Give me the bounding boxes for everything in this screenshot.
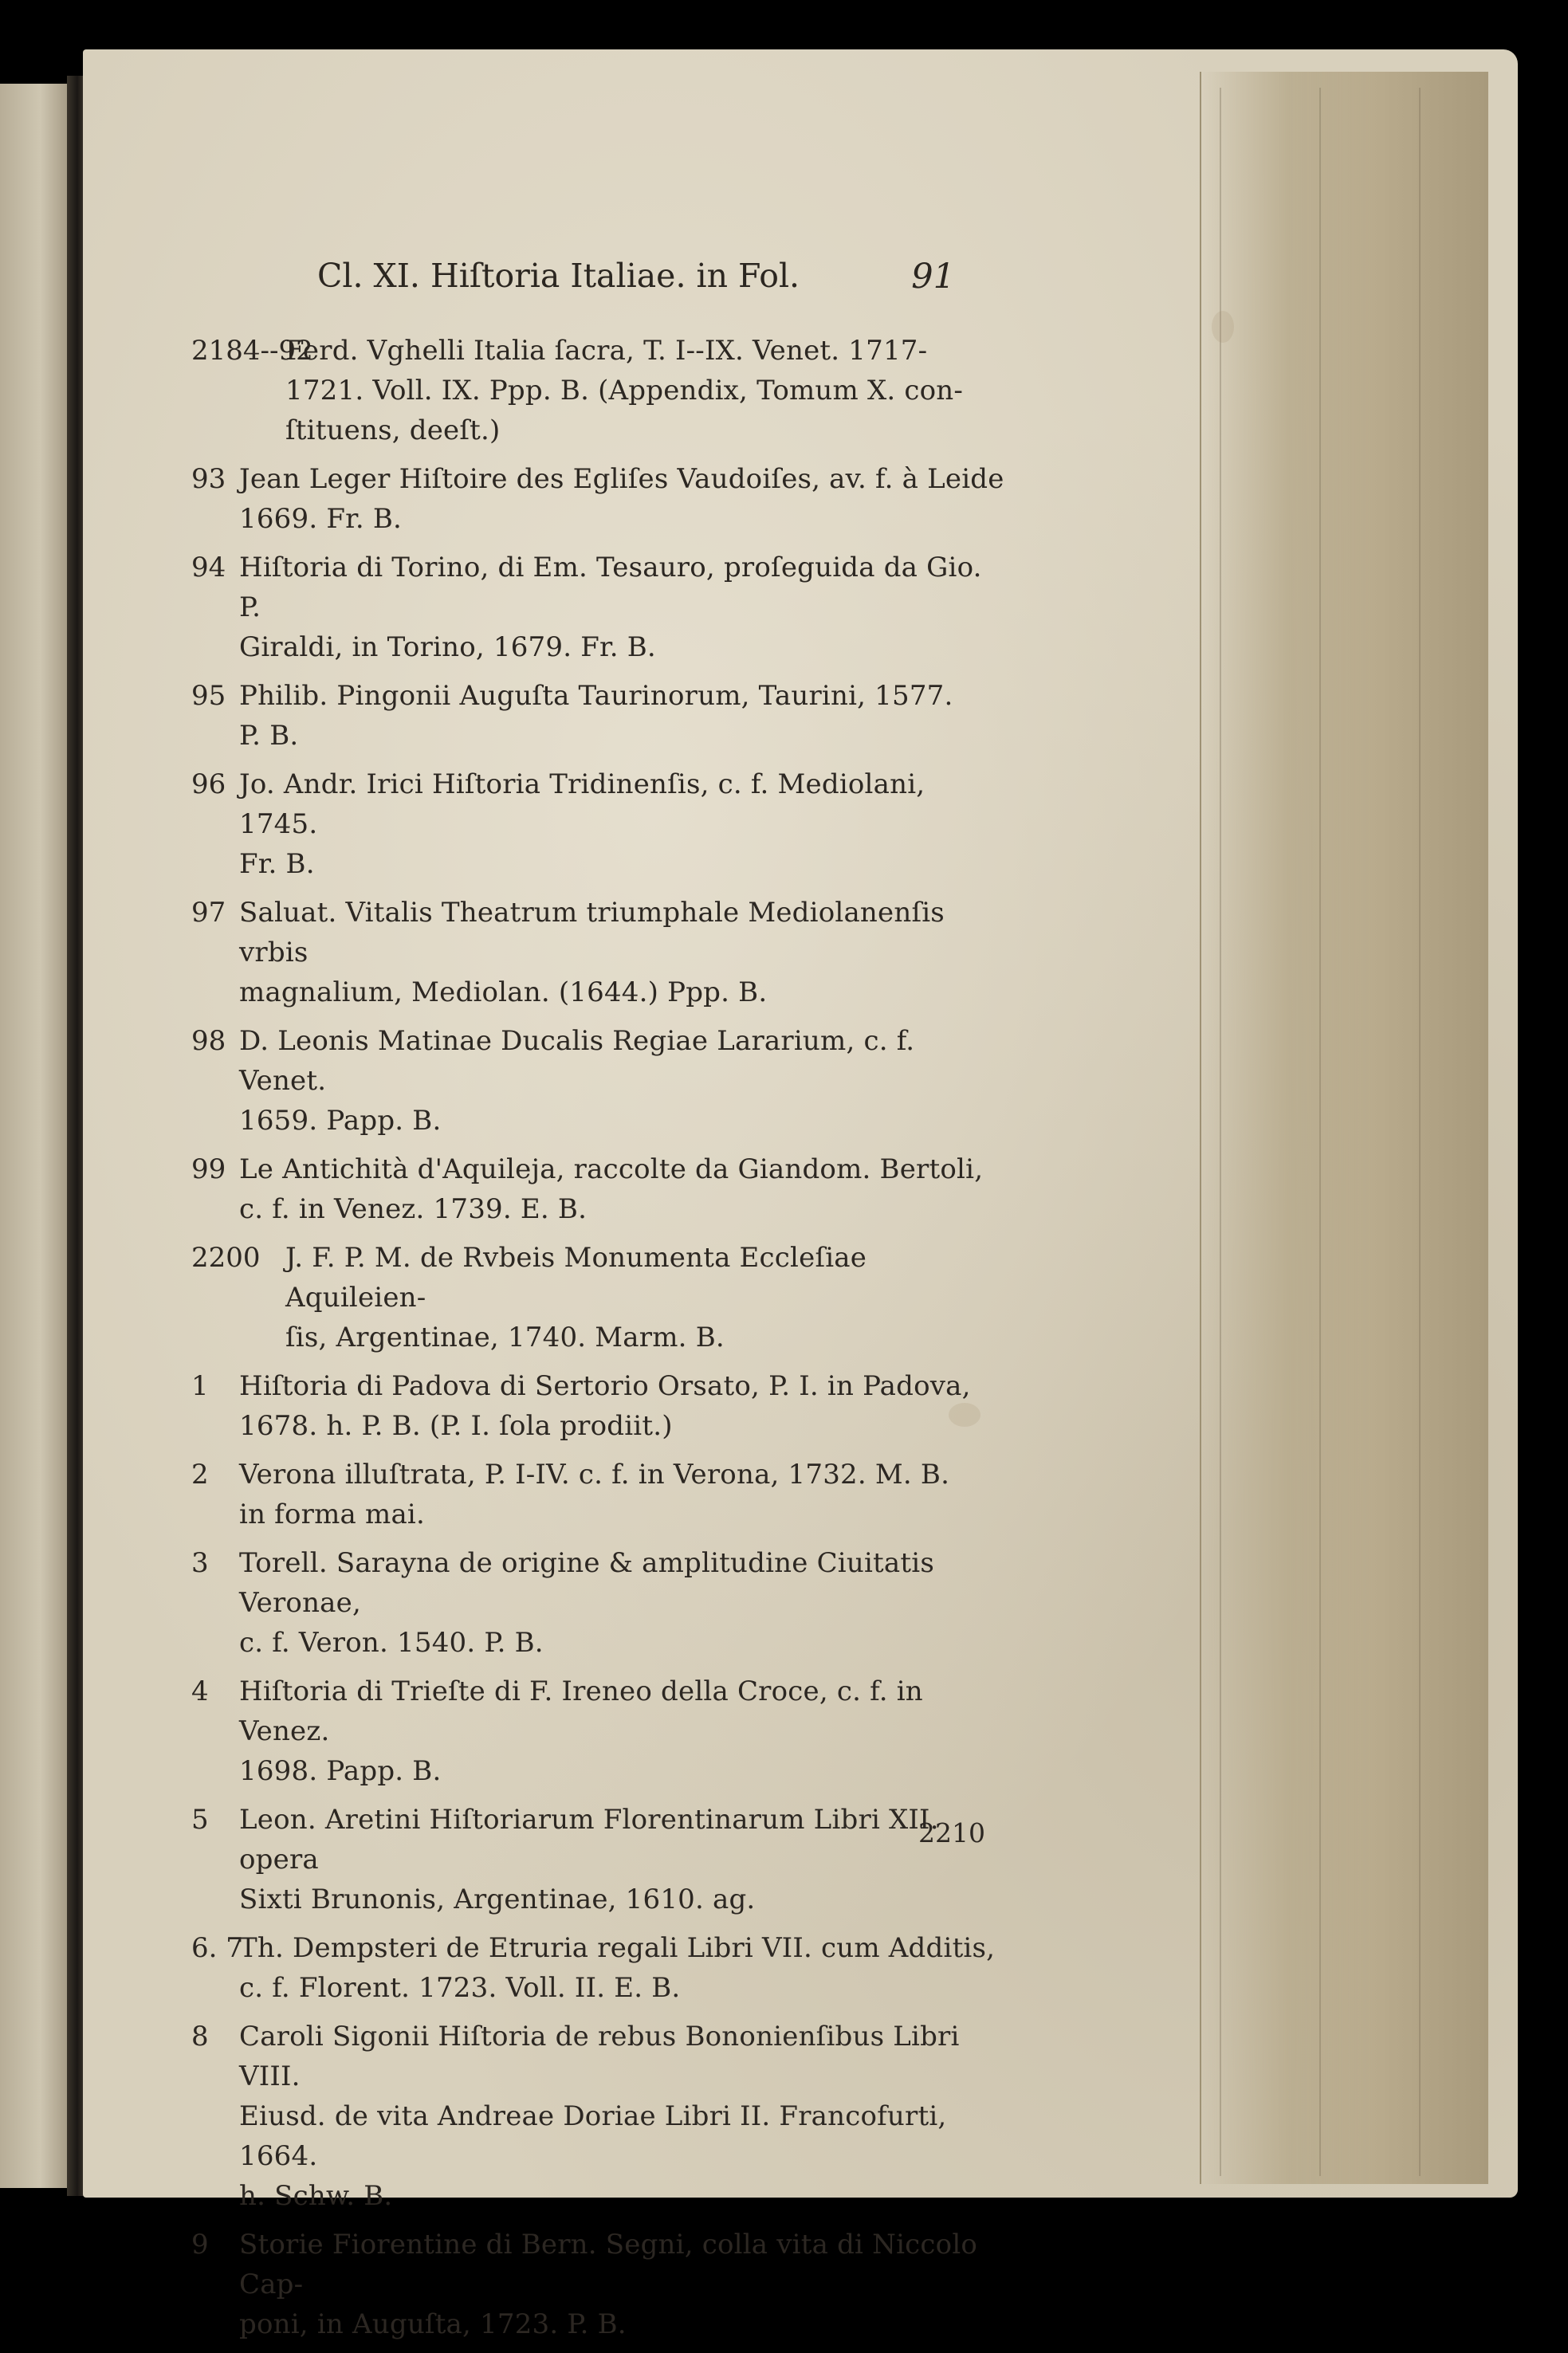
catalogue-entry <box>191 459 1004 539</box>
entry-text: Le Antichità d'Aquileja, raccolte da Giandom. Bertoli, c. f. in Venez. 1739. E. B. <box>239 1153 984 1225</box>
entry-number: 2200 <box>191 1242 261 1274</box>
catalogue-entry <box>191 2225 1004 2344</box>
entry-number: 2184--92 <box>191 335 313 367</box>
entry-text: Torell. Sarayna de origine & amplitudine Ciuitatis Veronae, c. f. Veron. 1540. P. B. <box>239 1547 934 1659</box>
fore-edge-line <box>1220 88 1221 2176</box>
page-number: 91 <box>911 257 955 297</box>
catalogue-entry <box>191 1455 1004 1534</box>
entry-text: Saluat. Vitalis Theatrum triumphale Mediolanenſis vrbis magnalium, Mediolan. (1644.) Ppp. B. <box>239 897 945 1008</box>
running-head <box>317 257 1035 304</box>
entry-text: Verona illuſtrata, P. I-IV. c. f. in Verona, 1732. M. B. in forma mai. <box>239 1459 950 1530</box>
entry-number: 98 <box>191 1025 226 1057</box>
entry-text: Leon. Aretini Hiſtoriarum Florentinarum Libri XII. opera Sixti Brunonis, Argentinae, 1610. ag. <box>239 1804 939 1915</box>
entry-number: 5 <box>191 1804 209 1836</box>
entry-text: Hiſtoria di Torino, di Em. Tesauro, proſeguida da Gio. P. Giraldi, in Torino, 1679. Fr. B. <box>239 552 982 663</box>
entry-text: Th. Dempsteri de Etruria regali Libri VII. cum Additis, c. f. Florent. 1723. Voll. II. E. B. <box>239 1932 996 2004</box>
page-fore-edge <box>1200 72 1488 2184</box>
entry-number: 6. 7 <box>191 1932 243 1964</box>
entry-text: Hiſtoria di Padova di Sertorio Orsato, P. I. in Padova, 1678. h. P. B. (P. I. ſola prodiit.) <box>239 1370 971 1442</box>
catchword: 2210 <box>918 1817 985 1848</box>
entry-number: 94 <box>191 552 226 583</box>
catalogue-entry <box>191 1238 1004 1357</box>
entry-text: Storie Fiorentine di Bern. Segni, colla vita di Niccolo Cap- poni, in Auguſta, 1723. P. B. <box>239 2229 978 2340</box>
entry-number: 9 <box>191 2229 209 2261</box>
entry-text: D. Leonis Matinae Ducalis Regiae Lararium, c. f. Venet. 1659. Papp. B. <box>239 1025 915 1137</box>
entry-number: 99 <box>191 1153 226 1185</box>
entry-number: 8 <box>191 2021 209 2052</box>
paper-stain <box>1212 311 1234 343</box>
entry-text: J. F. P. M. de Rvbeis Monumenta Eccleſiae Aquileien- ſis, Argentinae, 1740. Marm. B. <box>285 1242 867 1353</box>
catalogue-entry <box>191 1021 1004 1141</box>
fore-edge-line <box>1419 88 1421 2176</box>
entry-number: 2 <box>191 1459 209 1491</box>
entry-number: 3 <box>191 1547 209 1579</box>
entry-text: Hiſtoria di Trieſte di F. Ireneo della Croce, c. f. in Venez. 1698. Papp. B. <box>239 1675 923 1787</box>
entry-text: Philib. Pingonii Auguſta Taurinorum, Taurini, 1577. P. B. <box>239 680 953 752</box>
catalogue-entry <box>191 1543 1004 1663</box>
catalogue-entry <box>191 548 1004 667</box>
fore-edge-line <box>1319 88 1321 2176</box>
catalogue-entry <box>191 1671 1004 1791</box>
entry-text: Ferd. Vghelli Italia ſacra, T. I--IX. Venet. 1717- 1721. Voll. IX. Ppp. B. (Appendix, Tomum X. con- ſtituens, deeſt.) <box>285 335 964 446</box>
entry-number: 93 <box>191 463 226 495</box>
catalogue-entry <box>191 1928 1004 2008</box>
catalogue-entry <box>191 1800 1004 1919</box>
catalogue-entry <box>191 1149 1004 1229</box>
catalogue-entry <box>191 676 1004 756</box>
entry-text: Jean Leger Hiſtoire des Egliſes Vaudoiſes, av. f. à Leide 1669. Fr. B. <box>239 463 1004 535</box>
left-page-edge <box>0 84 73 2188</box>
entry-number: 95 <box>191 680 226 712</box>
entry-text: Caroli Sigonii Hiſtoria de rebus Bononienſibus Libri VIII. Eiusd. de vita Andreae Doriae Libri II. Francofurti, 1664. h. Schw. B. <box>239 2021 960 2212</box>
catalogue-entry <box>191 2017 1004 2216</box>
entry-text: Jo. Andr. Irici Hiſtoria Tridinenſis, c. f. Mediolani, 1745. Fr. B. <box>239 768 925 880</box>
running-title: Cl. XI. Hiſtoria Italiae. in Fol. <box>317 257 800 295</box>
entry-number: 1 <box>191 1370 209 1402</box>
entry-number: 97 <box>191 897 226 929</box>
catalogue-entry <box>191 1366 1004 1446</box>
catalogue-entry <box>191 893 1004 1012</box>
entry-number: 4 <box>191 1675 209 1707</box>
catalogue-entries <box>191 331 1004 2353</box>
catalogue-entry <box>191 764 1004 884</box>
entry-number: 96 <box>191 768 226 800</box>
catalogue-entry <box>191 331 1004 450</box>
